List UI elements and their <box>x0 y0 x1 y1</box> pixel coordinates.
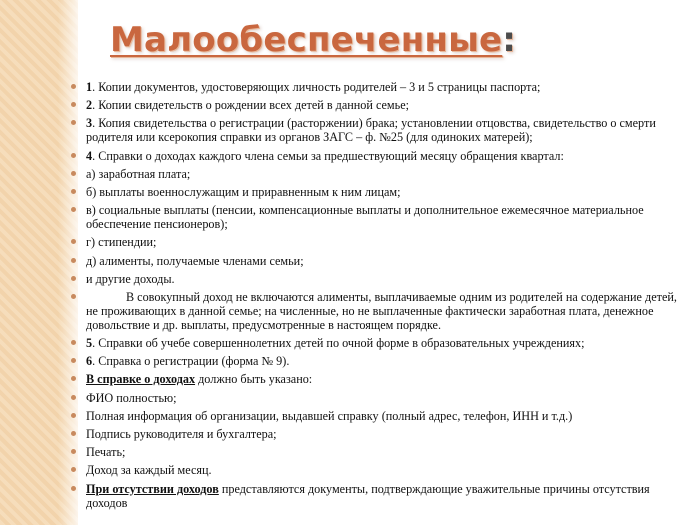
item-text: г) стипендии; <box>86 235 157 250</box>
bullet-icon <box>71 376 76 381</box>
item-text: Печать; <box>86 445 126 460</box>
requirements-list <box>70 80 688 514</box>
list-item <box>70 463 688 477</box>
list-item <box>70 290 688 332</box>
item-text: д) алименты, получаемые членами семьи; <box>86 253 304 268</box>
bullet-icon <box>71 294 76 299</box>
item-number: 6 <box>86 354 93 369</box>
list-item <box>70 272 688 286</box>
bullet-icon <box>71 486 76 491</box>
bullet-icon <box>71 395 76 400</box>
list-item <box>70 372 688 386</box>
item-number: 3 <box>86 116 93 131</box>
bullet-icon <box>71 467 76 472</box>
item-text: б) выплаты военнослужащим и приравненным к ним лицам; <box>86 184 401 199</box>
list-item <box>70 116 688 144</box>
list-item <box>70 391 688 405</box>
list-item <box>70 409 688 423</box>
list-item <box>70 98 688 112</box>
list-item <box>70 80 688 94</box>
list-item <box>70 203 688 231</box>
bullet-icon <box>71 153 76 158</box>
item-text: . Копия свидетельства о регистрации (расторжении) брака; установлении отцовства, свидетельство о смерти родителя или ксерокопия справки из органов ЗАГС – ф. №25 (для одиноких матерей); <box>86 116 656 145</box>
bullet-icon <box>71 120 76 125</box>
item-text: . Справки об учебе совершеннолетних детей по очной форме в образовательных учреждениях; <box>92 336 585 351</box>
item-text: . Копии документов, удостоверяющих личность родителей – 3 и 5 страницы паспорта; <box>92 80 541 94</box>
bullet-icon <box>71 358 76 363</box>
bullet-icon <box>71 340 76 345</box>
list-item <box>70 167 688 181</box>
item-text: должно быть указано: <box>195 372 313 387</box>
list-item <box>70 482 688 510</box>
list-item <box>70 149 688 163</box>
slide-title-colon: : <box>502 20 517 60</box>
list-item <box>70 235 688 249</box>
slide-title <box>110 20 516 60</box>
item-text: . Справки о доходах каждого члена семьи за предшествующий месяцу обращения квартал: <box>92 148 564 163</box>
item-number: 1 <box>86 80 93 94</box>
slide-title-word: Малообеспеченные <box>110 20 503 60</box>
bullet-icon <box>71 189 76 194</box>
item-number: 2 <box>86 98 93 113</box>
bullet-icon <box>71 84 76 89</box>
list-item <box>70 336 688 350</box>
bullet-icon <box>71 171 76 176</box>
side-decor-band <box>0 0 78 525</box>
bullet-icon <box>71 239 76 244</box>
item-number: 5 <box>86 336 93 351</box>
bullet-icon <box>71 276 76 281</box>
bullet-icon <box>71 431 76 436</box>
item-text: а) заработная плата; <box>86 166 191 181</box>
list-item <box>70 445 688 459</box>
item-number: 4 <box>86 148 93 163</box>
list-item <box>70 254 688 268</box>
bullet-icon <box>71 449 76 454</box>
list-item <box>70 354 688 368</box>
list-item <box>70 427 688 441</box>
bullet-icon <box>71 413 76 418</box>
item-text: Доход за каждый месяц. <box>86 463 212 478</box>
item-text: Полная информация об организации, выдавшей справку (полный адрес, телефон, ИНН и т.д.) <box>86 408 573 423</box>
item-lead: В справке о доходах <box>86 372 196 387</box>
item-text: В совокупный доход не включаются алименты, выплачиваемые одним из родителей на содержание детей, не проживающих в данной семье; на численные, но не выплаченные фактически заработная плата, денежное довольствие и др. выплаты, предусмотренные в настоящем порядке. <box>86 289 677 332</box>
item-text: Подпись руководителя и бухгалтера; <box>86 427 277 441</box>
item-text: ФИО полностью; <box>86 390 177 405</box>
item-text: . Справка о регистрации (форма № 9). <box>92 354 290 369</box>
bullet-icon <box>71 207 76 212</box>
list-item <box>70 185 688 199</box>
item-text: в) социальные выплаты (пенсии, компенсационные выплаты и дополнительное ежемесячное материальное обеспечение пенсионеров); <box>86 203 644 232</box>
item-text: представляются документы, подтверждающие уважительные причины отсутствия доходов <box>86 481 650 510</box>
item-lead: При отсутствии доходов <box>86 481 219 496</box>
item-text: . Копии свидетельств о рождении всех детей в данной семье; <box>92 98 409 113</box>
item-text: и другие доходы. <box>86 271 175 286</box>
bullet-icon <box>71 258 76 263</box>
bullet-icon <box>71 102 76 107</box>
